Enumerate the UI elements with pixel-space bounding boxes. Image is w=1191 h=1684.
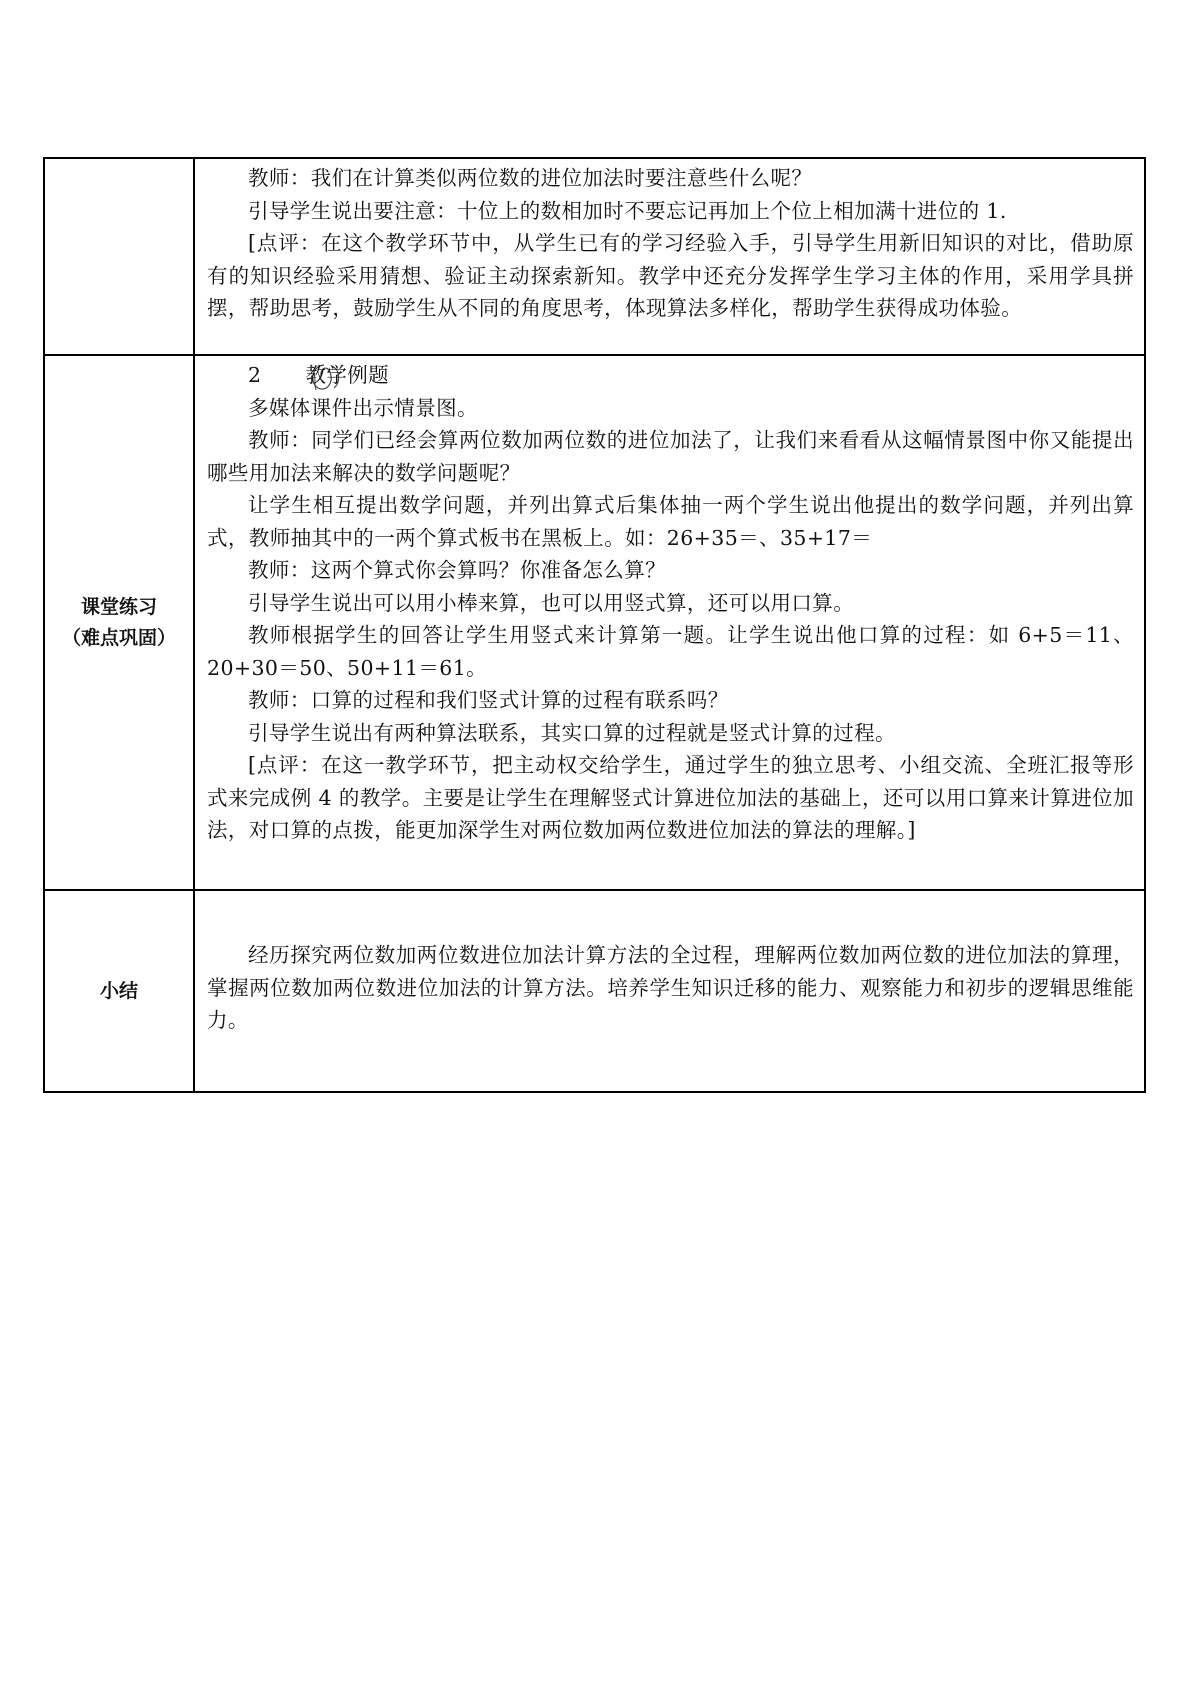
paragraph: 引导学生说出可以用小棒来算，也可以用竖式算，还可以用口算。: [248, 590, 855, 615]
table-row: [44, 355, 1145, 890]
row-content-cell: [194, 158, 1145, 355]
row-label: 课堂练习: [80, 595, 157, 618]
paragraph: 教师根据学生的回答让学生用竖式来计算第一题。让学生说出他口算的过程：如 6+5＝11、20+30＝50、50+11＝61。: [207, 623, 1134, 680]
row-label: 小结: [99, 979, 138, 1002]
table-row: [44, 158, 1145, 355]
row-content-cell: [194, 890, 1145, 1092]
paragraph: 多媒体课件出示情景图。: [248, 395, 478, 420]
handwritten-mark-icon: [263, 362, 303, 392]
paragraph: 引导学生说出有两种算法联系，其实口算的过程就是竖式计算的过程。: [248, 720, 896, 745]
paragraph: 教师：口算的过程和我们竖式计算的过程有联系吗？: [248, 688, 729, 712]
example-heading: [207, 359, 1134, 392]
row-label-cell: [44, 355, 194, 890]
paragraph: [点评：在这一教学环节，把主动权交给学生，通过学生的独立思考、小组交流、全班汇报等形式来完成例 4 的教学。主要是让学生在理解竖式计算进位加法的基础上，还可以用口算来计算进位加法，对口算的点拨，能更加深学生对两位数加两位数进位加法的算法的理解。]: [207, 753, 1134, 842]
paragraph: 教师：这两个算式你会算吗？你准备怎么算？: [248, 558, 666, 582]
row-label-cell: [44, 890, 194, 1092]
paragraph: [点评：在这个教学环节中，从学生已有的学习经验入手，引导学生用新旧知识的对比，借助原有的知识经验采用猜想、验证主动探索新知。教学中还充分发挥学生学习主体的作用，采用学具拼摆，帮助思考，鼓励学生从不同的角度思考，体现算法多样化，帮助学生获得成功体验。: [207, 231, 1134, 320]
paragraph: 引导学生说出要注意：十位上的数相加时不要忘记再加上个位上相加满十进位的 1.: [248, 198, 1007, 223]
paragraph: 让学生相互提出数学问题，并列出算式后集体抽一两个学生说出他提出的数学问题，并列出算式，教师抽其中的一两个算式板书在黑板上。如：26+35＝、35+17＝: [207, 493, 1134, 550]
paragraph: 经历探究两位数加两位数进位加法计算方法的全过程，理解两位数加两位数的进位加法的算理，掌握两位数加两位数进位加法的计算方法。培养学生知识迁移的能力、观察能力和初步的逻辑思维能力。: [207, 943, 1134, 1033]
example-title: 教学例题: [305, 363, 390, 387]
paragraph: 教师：同学们已经会算两位数加两位数的进位加法了，让我们来看看从这幅情景图中你又能提出哪些用加法来解决的数学问题呢？: [207, 428, 1134, 485]
lesson-plan-table: [43, 157, 1146, 1093]
row-content-cell: [194, 355, 1145, 890]
paragraph: 教师：我们在计算类似两位数的进位加法时要注意些什么呢？: [248, 166, 813, 190]
row-label-cell: [44, 158, 194, 355]
example-number: 2: [248, 363, 262, 387]
row-sublabel: （难点巩固）: [61, 626, 176, 649]
table-row: [44, 890, 1145, 1092]
